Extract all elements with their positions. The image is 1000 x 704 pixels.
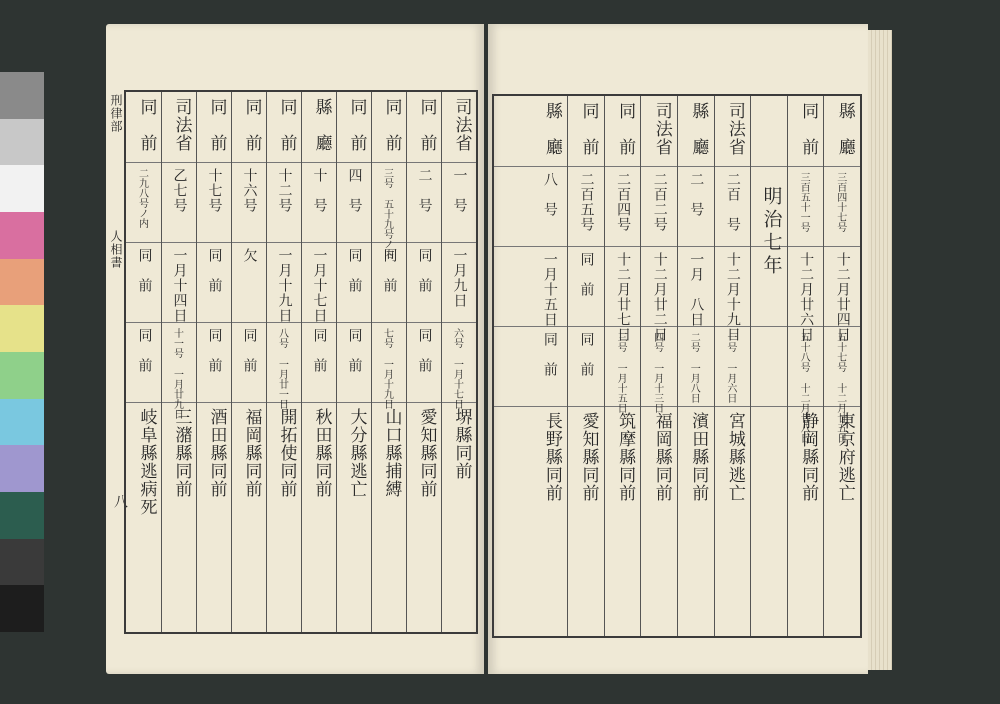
result-cell: 東京府逃亡 [834,412,855,502]
number-cell: 二百 号 [724,172,741,232]
color-chip [0,259,44,306]
page-edges [868,30,892,670]
open-book [106,24,896,674]
reply-cell: 同 前 [578,332,595,377]
margin-title: 刑律部 [109,94,123,133]
reply-cell: 同 前 [136,328,153,373]
reply-cell: 同 前 [206,328,223,373]
office-cell: 同 前 [615,102,636,156]
result-cell: 三潴縣同前 [171,408,192,498]
office-cell: 縣 廳 [311,98,332,152]
office-cell: 同 前 [798,102,819,156]
number-cell: 十二号 [276,168,293,213]
number-cell: 四 号 [346,168,363,213]
color-chip [0,119,44,166]
number-cell: 十 号 [311,168,328,213]
result-cell: 宮城縣逃亡 [724,412,745,502]
date-cell: 同 前 [578,252,595,297]
office-cell: 司法省 [451,98,472,152]
date-cell: 十二月廿七日 [615,252,632,342]
result-cell: 大分縣逃亡 [346,408,367,498]
reply-cell: 八号 一月廿一日 [276,328,288,409]
color-calibration-bar [0,72,44,632]
result-cell: 濱田縣同前 [688,412,709,502]
number-cell: 三百五十一号 [798,172,810,232]
date-cell: 同 前 [206,248,223,293]
result-cell: 開拓使同前 [276,408,297,498]
reply-cell: 七号 一月十九日 [381,328,393,409]
office-cell: 縣 廳 [834,102,855,156]
column-line [567,96,568,636]
number-cell: 二 号 [688,172,705,217]
office-cell: 司法省 [724,102,745,156]
column-line [231,92,232,632]
date-cell: 一月十七日 [311,248,328,323]
number-cell: 八 号 [541,172,558,217]
reply-cell: 同 前 [241,328,258,373]
office-cell: 同 前 [241,98,262,152]
number-cell: 三号 五十九号ノ内 [381,168,393,259]
date-cell: 十二月廿二日 [651,252,668,342]
office-cell: 同 前 [276,98,297,152]
office-cell: 司法省 [651,102,672,156]
number-cell: 乙七号 [171,168,188,213]
result-cell: 酒田縣同前 [206,408,227,498]
reply-cell: 同 前 [346,328,363,373]
color-chip [0,445,44,492]
date-cell: 一月十四日 [171,248,188,323]
office-cell: 同 前 [206,98,227,152]
reply-cell: 五十七号 十二月廿五日 [834,332,846,443]
reply-cell: 四号 一月十三日 [651,332,663,413]
office-cell: 同 前 [381,98,402,152]
date-cell: 一月十五日 [541,252,558,327]
right-page [488,24,868,674]
office-cell: 同 前 [416,98,437,152]
reply-cell: 十一号 一月廿九日 [171,328,183,419]
result-cell: 長野縣同前 [541,412,562,502]
number-cell: 二 号 [416,168,433,213]
reply-cell: 六号 一月十七日 [451,328,463,409]
column-line [441,92,442,632]
date-cell: 十二月十九日 [724,252,741,342]
date-cell: 一月十九日 [276,248,293,323]
office-cell: 同 前 [346,98,367,152]
office-cell: 同 前 [578,102,599,156]
column-line [371,92,372,632]
result-cell: 愛知縣同前 [416,408,437,498]
column-line [714,96,715,636]
date-cell: 同 前 [136,248,153,293]
date-cell: 十二月廿六日 [798,252,815,342]
column-line [640,96,641,636]
color-chip [0,212,44,259]
column-line [266,92,267,632]
date-cell: 同 前 [346,248,363,293]
column-line [787,96,788,636]
left-page [106,24,484,674]
result-cell: 福岡縣同前 [241,408,262,498]
column-line [677,96,678,636]
result-cell: 山口縣捕縛 [381,408,402,498]
number-cell: 一 号 [451,168,468,213]
office-cell: 同 前 [136,98,157,152]
column-line [336,92,337,632]
right-table [492,94,862,638]
result-cell: 愛知縣同前 [578,412,599,502]
result-cell: 福岡縣同前 [651,412,672,502]
color-chip [0,492,44,539]
era-heading: 明治七年 [760,186,783,278]
color-chip [0,352,44,399]
date-cell: 同 前 [381,248,398,293]
result-cell: 岐阜縣逃病死 [136,408,157,516]
left-table [124,90,478,634]
column-line [604,96,605,636]
number-cell: 二百四号 [615,172,632,232]
number-cell: 十六号 [241,168,258,213]
number-cell: 二九八号ノ内 [136,168,148,228]
number-cell: 三百四十七号 [834,172,846,232]
date-cell: 十二月廿四日 [834,252,851,342]
column-line [196,92,197,632]
reply-cell: 二号 一月八日 [688,332,700,403]
column-line [750,96,751,636]
folio-number: 八 [112,494,128,509]
number-cell: 二百五号 [578,172,595,232]
color-chip [0,72,44,119]
color-chip [0,165,44,212]
color-chip [0,399,44,446]
color-chip [0,585,44,632]
result-cell: 秋田縣同前 [311,408,332,498]
reply-cell: 同 前 [311,328,328,373]
column-line [161,92,162,632]
date-cell: 欠 [241,248,258,263]
color-chip [0,305,44,352]
column-line [406,92,407,632]
margin-subtitle: 人相書 [109,230,123,269]
color-chip [0,539,44,586]
date-cell: 一月九日 [451,248,468,308]
reply-cell: 同 前 [416,328,433,373]
reply-cell: 一号 一月六日 [724,332,736,403]
result-cell: 筑摩縣同前 [615,412,636,502]
number-cell: 二百二号 [651,172,668,232]
reply-cell: 五十八号 十二月廿八日 [798,332,810,443]
office-cell: 縣 廳 [541,102,562,156]
reply-cell: 同 前 [541,332,558,377]
date-cell: 一月 八日 [688,252,705,327]
reply-cell: 三号 一月十五日 [615,332,627,413]
column-line [823,96,824,636]
number-cell: 十七号 [206,168,223,213]
result-cell: 静岡縣同前 [798,412,819,502]
column-line [301,92,302,632]
office-cell: 縣 廳 [688,102,709,156]
date-cell: 同 前 [416,248,433,293]
office-cell: 司法省 [171,98,192,152]
result-cell: 堺縣同前 [451,408,472,480]
